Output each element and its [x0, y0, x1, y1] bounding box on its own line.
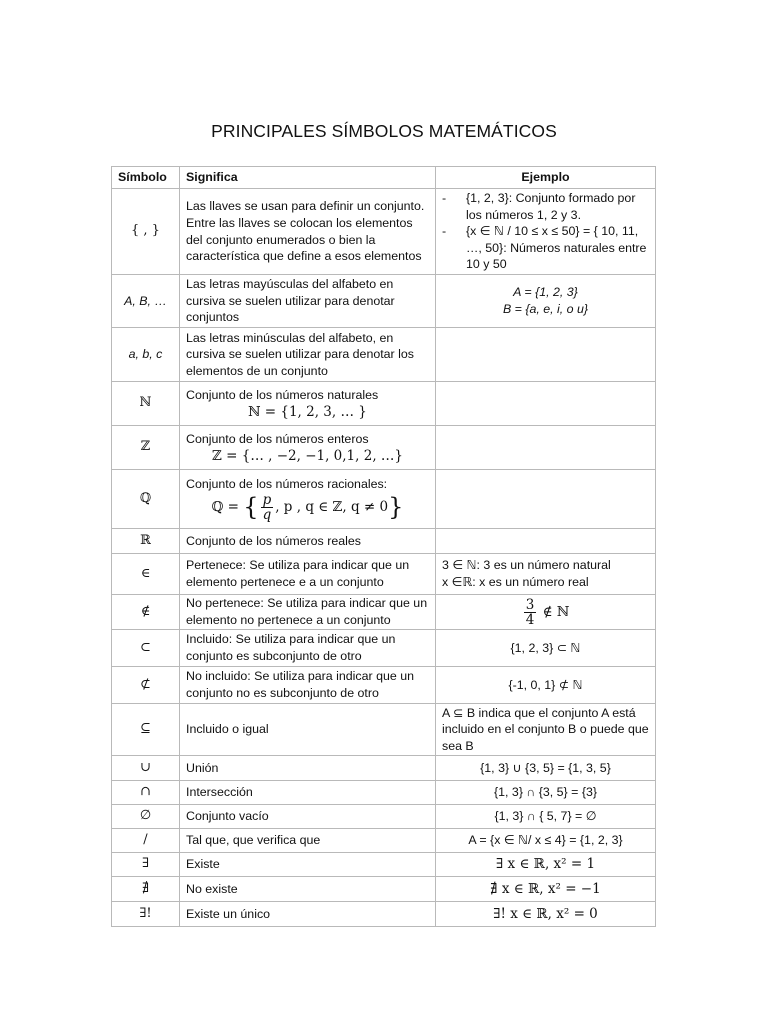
- meaning-text: Conjunto de los números naturales: [186, 387, 379, 402]
- example-cell: [436, 275, 656, 328]
- table-row: [112, 275, 656, 328]
- meaning-text: Conjunto de los números racionales:: [186, 477, 388, 492]
- symbol-cell: ℝ: [112, 529, 180, 554]
- meaning-cell: No existe: [180, 877, 436, 902]
- fraction-numerator: p: [262, 491, 272, 508]
- table-row: [112, 853, 656, 877]
- symbol-cell: ∉: [112, 595, 180, 630]
- symbol-cell: { , }: [112, 189, 180, 275]
- symbols-table: [111, 166, 656, 927]
- example-cell: [436, 470, 656, 529]
- symbol-cell: ∅: [112, 805, 180, 829]
- table-row: [112, 630, 656, 667]
- example-cell: [436, 189, 656, 275]
- meaning-cell: Las letras minúsculas del alfabeto, en cursiva se suelen utilizar para denotar los elementos de un conjunto: [180, 328, 436, 382]
- list-dash: -: [442, 224, 447, 239]
- header-symbol: Símbolo: [112, 167, 180, 189]
- symbol-cell: A, B, …: [112, 275, 180, 328]
- example-cell: {1, 2, 3} ⊂ ℕ: [436, 630, 656, 667]
- example-line: B = {a, e, i, o u}: [502, 302, 589, 316]
- table-row: [112, 704, 656, 756]
- example-cell: ∃ x ∈ ℝ, x² = 1: [436, 853, 656, 877]
- meaning-cell: Incluido: Se utiliza para indicar que un conjunto es subconjunto de otro: [180, 630, 436, 667]
- meaning-cell: Intersección: [180, 781, 436, 805]
- symbol-cell: ∈: [112, 554, 180, 595]
- meaning-cell: [180, 426, 436, 470]
- table-row: [112, 667, 656, 704]
- example-line: 3 ∈ ℕ: 3 es un número natural: [442, 558, 611, 573]
- meaning-cell: No incluido: Se utiliza para indicar que un conjunto no es subconjunto de otro: [180, 667, 436, 704]
- table-row: [112, 189, 656, 275]
- fraction-denominator: q: [262, 506, 272, 523]
- list-item-text: {x ∈ ℕ / 10 ≤ x ≤ 50} = { 10, 11, …, 50}: Números naturales entre 10 y 50: [466, 224, 647, 272]
- list-item: [442, 223, 649, 273]
- table-row: [112, 902, 656, 927]
- symbol-cell: ∄: [112, 877, 180, 902]
- formula: ℤ = {… , −2, −1, 0,1, 2, …}: [212, 447, 403, 464]
- symbol-cell: ∃: [112, 853, 180, 877]
- meaning-cell: Existe: [180, 853, 436, 877]
- formula: ℕ = {1, 2, 3, … }: [248, 403, 367, 420]
- example-cell: [436, 595, 656, 630]
- page-title: PRINCIPALES SÍMBOLOS MATEMÁTICOS: [211, 121, 557, 141]
- fraction: [261, 493, 274, 522]
- list-item: [442, 190, 649, 223]
- meaning-cell: Tal que, que verifica que: [180, 829, 436, 853]
- fraction: [524, 598, 537, 627]
- table-row: [112, 877, 656, 902]
- symbol-cell: ∪: [112, 756, 180, 781]
- list-dash: -: [442, 191, 447, 206]
- right-brace: }: [388, 493, 404, 521]
- example-cell: {1, 3} ∩ { 5, 7} = ∅: [436, 805, 656, 829]
- formula: [186, 493, 429, 522]
- table-row: [112, 426, 656, 470]
- meaning-cell: Conjunto vacío: [180, 805, 436, 829]
- example-cell: A = {x ∈ ℕ/ x ≤ 4} = {1, 2, 3}: [436, 829, 656, 853]
- symbol-cell: /: [112, 829, 180, 853]
- example-cell: {1, 3} ∪ {3, 5} = {1, 3, 5}: [436, 756, 656, 781]
- example-line: A = {1, 2, 3}: [513, 285, 578, 300]
- meaning-cell: [180, 470, 436, 529]
- table-row: [112, 595, 656, 630]
- fraction-denominator: 4: [525, 611, 535, 628]
- example-suffix: ∉ ℕ: [542, 603, 570, 620]
- symbol-cell: a, b, c: [112, 328, 180, 382]
- list-item-text: {1, 2, 3}: Conjunto formado por los números 1, 2 y 3.: [466, 191, 636, 222]
- formula-prefix: ℚ =: [211, 498, 239, 515]
- symbol-cell: ⊂: [112, 630, 180, 667]
- meaning-cell: Existe un único: [180, 902, 436, 927]
- example-cell: ∄ x ∈ ℝ, x² = −1: [436, 877, 656, 902]
- example-cell: [436, 554, 656, 595]
- table-row: [112, 805, 656, 829]
- table-row: [112, 781, 656, 805]
- symbol-cell: ⊄: [112, 667, 180, 704]
- example-cell: [436, 382, 656, 426]
- formula-suffix: , p , q ∈ ℤ, q ≠ 0: [275, 498, 389, 515]
- table-row: [112, 382, 656, 426]
- meaning-cell: Incluido o igual: [180, 704, 436, 756]
- meaning-cell: [180, 382, 436, 426]
- meaning-cell: Unión: [180, 756, 436, 781]
- example-cell: [436, 426, 656, 470]
- meaning-cell: Las letras mayúsculas del alfabeto en cursiva se suelen utilizar para denotar conjuntos: [180, 275, 436, 328]
- table-row: [112, 470, 656, 529]
- table-header-row: [112, 167, 656, 189]
- symbol-cell: ⊆: [112, 704, 180, 756]
- example-cell: [436, 529, 656, 554]
- example-cell: ∃! x ∈ ℝ, x² = 0: [436, 902, 656, 927]
- table-row: [112, 829, 656, 853]
- example-list: [442, 190, 649, 273]
- table-row: [112, 554, 656, 595]
- symbol-cell: ∩: [112, 781, 180, 805]
- symbol-cell: ℚ: [112, 470, 180, 529]
- table-row: [112, 756, 656, 781]
- table-row: [112, 529, 656, 554]
- table-row: [112, 328, 656, 382]
- symbol-cell: ℤ: [112, 426, 180, 470]
- left-brace: {: [243, 493, 259, 521]
- meaning-cell: Las llaves se usan para definir un conjunto. Entre las llaves se colocan los elementos del conjunto enumerados o bien la característica que define a esos elementos: [180, 189, 436, 275]
- meaning-cell: No pertenece: Se utiliza para indicar que un elemento no pertenece a un conjunto: [180, 595, 436, 630]
- fraction-numerator: 3: [525, 596, 535, 613]
- symbol-cell: ∃!: [112, 902, 180, 927]
- example-cell: A ⊆ B indica que el conjunto A está incluido en el conjunto B o puede que sea B: [436, 704, 656, 756]
- symbol-cell: ℕ: [112, 382, 180, 426]
- header-example: Ejemplo: [436, 167, 656, 189]
- meaning-cell: Conjunto de los números reales: [180, 529, 436, 554]
- meaning-text: Conjunto de los números enteros: [186, 431, 369, 446]
- example-cell: {-1, 0, 1} ⊄ ℕ: [436, 667, 656, 704]
- header-meaning: Significa: [180, 167, 436, 189]
- example-line: x ∈ℝ: x es un número real: [442, 575, 589, 589]
- meaning-cell: Pertenece: Se utiliza para indicar que un elemento pertenece e a un conjunto: [180, 554, 436, 595]
- example-cell: {1, 3} ∩ {3, 5} = {3}: [436, 781, 656, 805]
- example-cell: [436, 328, 656, 382]
